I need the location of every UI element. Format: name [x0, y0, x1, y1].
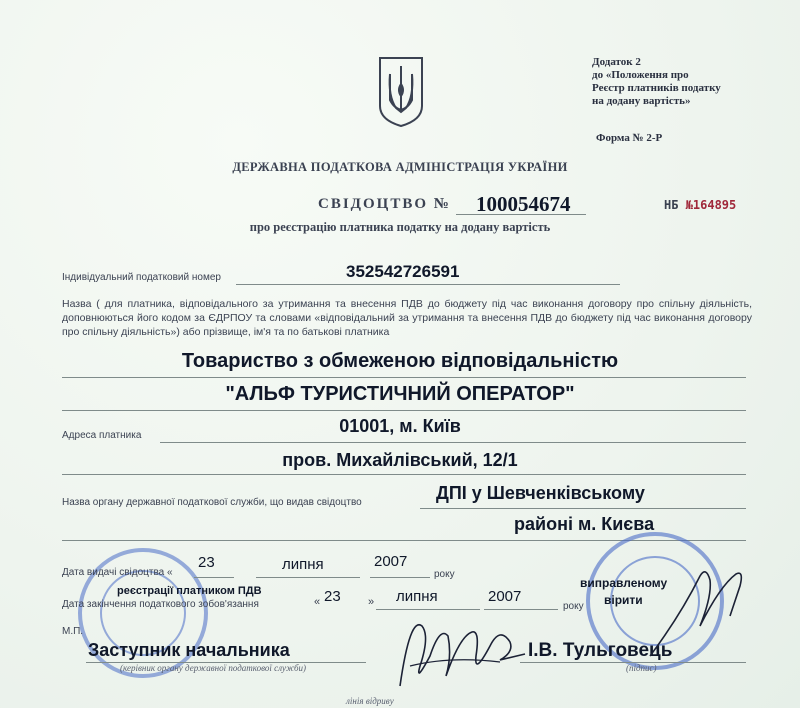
addendum-line: до «Положення про — [592, 69, 689, 81]
issue-date-label: Дата видачі свідоцтва « — [62, 567, 173, 578]
name-line-2 — [62, 410, 746, 411]
expiry-day: 23 — [324, 588, 341, 605]
expiry-month: липня — [396, 588, 438, 605]
addendum-line: на додану вартість» — [592, 95, 691, 107]
certificate-subtitle: про реєстрацію платника податку на додану вартість — [249, 220, 551, 234]
correction-line2: вірити — [604, 593, 643, 607]
serial-value: №164895 — [685, 198, 737, 212]
payer-name-line1: Товариство з обмеженою відповідальністю — [181, 350, 619, 372]
expiry-quote-close: » — [368, 596, 375, 608]
authority-line1: ДПІ у Шевченківському — [436, 483, 645, 503]
serial-prefix: НБ — [664, 198, 679, 212]
correction-line1: виправленому — [580, 576, 668, 590]
expiry-year: 2007 — [488, 588, 522, 605]
official-name: І.В. Тульговець — [528, 640, 673, 661]
official-position: Заступник начальника — [88, 640, 290, 660]
tear-line-label: лінія відриву — [346, 696, 394, 706]
tax-id-value: 352542726591 — [346, 262, 460, 281]
trident-emblem-icon — [376, 54, 426, 128]
address-line-rule-2 — [62, 474, 746, 475]
authority-line2: районі м. Києва — [514, 514, 655, 534]
position-note: (керівник органу державної податкової служби) — [120, 663, 307, 673]
correction-signature-icon — [640, 556, 750, 666]
payer-name-line2: "АЛЬФ ТУРИСТИЧНИЙ ОПЕРАТОР" — [225, 383, 575, 405]
expiry-quote-open: « — [314, 596, 321, 608]
form-number: Форма № 2-Р — [596, 132, 663, 144]
certificate-title: СВІДОЦТВО № — [318, 196, 451, 212]
expiry-date-label: Дата закінчення податкового зобов'язання — [62, 599, 259, 610]
name-instructions: Назва ( для платника, відповідального за утримання та внесення ПДВ до бюджету під час виконання договору про спільну діяльність, доповнюються його кодом за ЄДРПОУ та словами «відповідальний за утримання та внесення ПДВ до бюджету під час виконання договору про спільну діяльність») або прізвище, ім'я та по батькові платника — [62, 298, 752, 338]
seal-place-label: М.П. — [62, 626, 84, 637]
authority-label: Назва органу державної податкової служби, що видав свідоцтво — [62, 497, 362, 508]
addendum-line: Реєстр платників податку — [592, 82, 721, 94]
authority-rule-1 — [420, 508, 746, 509]
signature-note: (підпис) — [626, 663, 657, 673]
issue-year-suffix: року — [434, 569, 455, 580]
stamp-registration-text: реєстрації платником ПДВ — [117, 585, 262, 597]
name-line-1 — [62, 377, 746, 378]
issue-month: липня — [282, 556, 324, 573]
expiry-year-suffix: року — [563, 601, 584, 612]
address-label: Адреса платника — [62, 430, 142, 441]
tax-id-line — [236, 284, 620, 285]
issue-year-rule — [370, 577, 430, 578]
certificate-number: 100054674 — [476, 192, 571, 216]
signature-scribble-icon — [380, 596, 530, 696]
addendum-block — [592, 56, 792, 108]
address-line1: 01001, м. Київ — [339, 416, 461, 436]
addendum-line: Додаток 2 — [592, 56, 641, 68]
issue-year: 2007 — [374, 553, 408, 570]
address-line2: пров. Михайлівський, 12/1 — [282, 450, 518, 470]
tax-id-label: Індивідуальний податковий номер — [62, 272, 221, 283]
agency-title: ДЕРЖАВНА ПОДАТКОВА АДМІНІСТРАЦІЯ УКРАЇНИ — [232, 160, 568, 174]
issue-day: 23 — [198, 554, 215, 571]
serial-number — [664, 198, 736, 212]
issue-day-rule — [194, 577, 234, 578]
issue-month-rule — [256, 577, 360, 578]
address-line-rule-1 — [160, 442, 746, 443]
